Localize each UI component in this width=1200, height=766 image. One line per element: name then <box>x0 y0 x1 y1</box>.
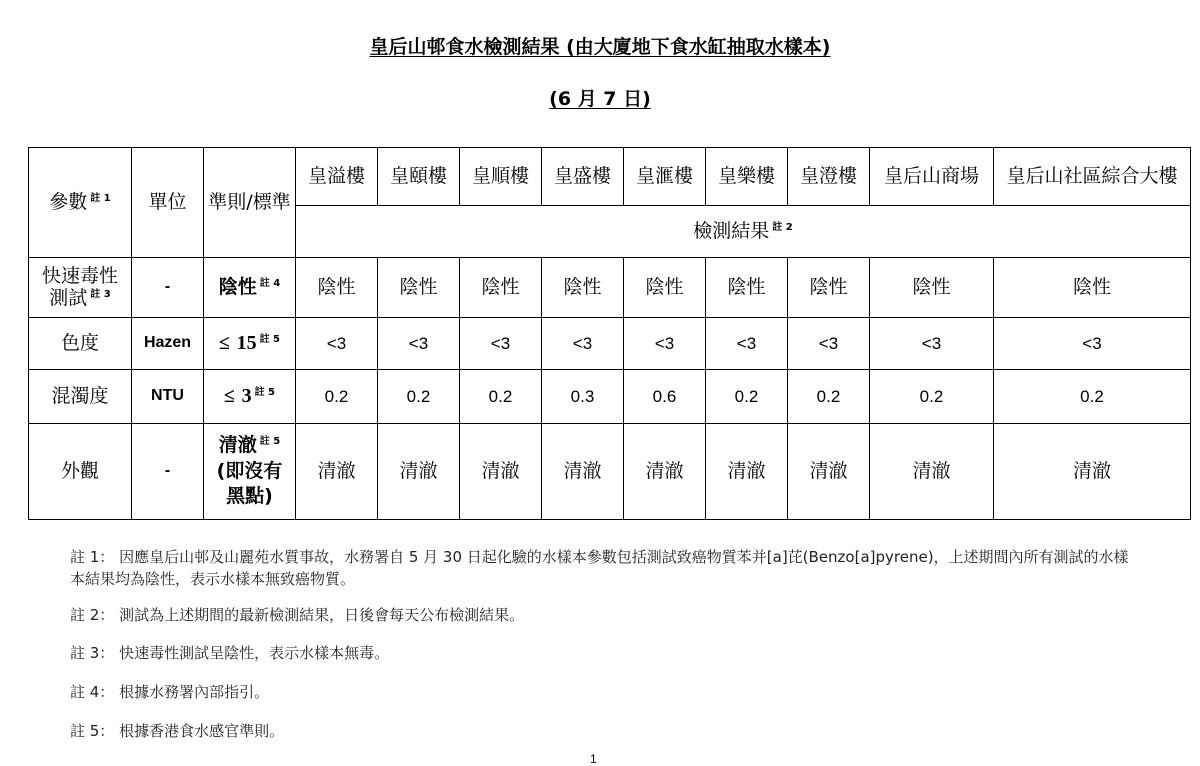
result-cell: 0.2 <box>870 370 994 424</box>
result-cell: 清澈 <box>460 424 542 520</box>
result-cell: 清澈 <box>788 424 870 520</box>
result-cell: 0.2 <box>788 370 870 424</box>
footnote: 註 1： 因應皇后山邨及山麗苑水質事故，水務署自 5 月 30 日起化驗的水樣本參數包括測試致癌物質苯并[a]芘(Benzo[a]pyrene)，上述期間內所有測試的水樣本結果均為陰性，表示水樣本無致癌物質。 <box>70 548 1129 588</box>
footnote: 註 3： 快速毒性測試呈陰性，表示水樣本無毒。 <box>70 644 390 663</box>
result-cell: 清澈 <box>296 424 378 520</box>
result-cell: 陰性 <box>706 258 788 318</box>
row-parameter: 快速毒性測試 $^{註 3}$ <box>29 258 132 318</box>
report-date: (6 月 7 日) <box>549 88 651 110</box>
result-cell: 清澈 <box>378 424 460 520</box>
header-building: 皇順樓 <box>460 148 542 206</box>
row-standard: 陰性 $^{註 4}$ <box>204 258 296 318</box>
result-cell: <3 <box>706 318 788 370</box>
result-cell: 0.6 <box>624 370 706 424</box>
header-unit: 單位 <box>132 148 204 258</box>
table-row <box>29 258 1191 318</box>
results-table <box>28 147 1191 520</box>
result-cell: <3 <box>378 318 460 370</box>
row-unit: Hazen <box>132 318 204 370</box>
result-cell: 清澈 <box>994 424 1191 520</box>
row-standard: ≤ 3 $^{註 5}$ <box>204 370 296 424</box>
page-number: 1 <box>590 752 597 766</box>
result-cell: 0.2 <box>296 370 378 424</box>
result-cell: 清澈 <box>624 424 706 520</box>
result-cell: <3 <box>870 318 994 370</box>
result-cell: 清澈 <box>542 424 624 520</box>
row-parameter: 混濁度 <box>29 370 132 424</box>
header-building: 皇后山商場 <box>870 148 994 206</box>
footnote: 註 5： 根據香港食水感官準則。 <box>70 721 285 740</box>
result-cell: 陰性 <box>624 258 706 318</box>
footnote: 註 4： 根據水務署內部指引。 <box>70 683 270 701</box>
header-building: 皇頤樓 <box>378 148 460 206</box>
result-cell: <3 <box>624 318 706 370</box>
result-cell: <3 <box>460 318 542 370</box>
row-standard: 清澈 $^{註 5}$ (即沒有黑點) <box>204 424 296 520</box>
header-building: 皇溢樓 <box>296 148 378 206</box>
result-cell: <3 <box>994 318 1191 370</box>
result-cell: 清澈 <box>870 424 994 520</box>
result-cell: 0.2 <box>378 370 460 424</box>
result-cell: 0.3 <box>542 370 624 424</box>
result-cell: <3 <box>788 318 870 370</box>
result-cell: 0.2 <box>994 370 1191 424</box>
result-cell: 陰性 <box>296 258 378 318</box>
footnotes <box>70 547 1130 760</box>
row-unit: - <box>132 424 204 520</box>
header-parameter: 參數 $^{註 1}$ <box>29 148 132 258</box>
header-building: 皇后山社區綜合大樓 <box>994 148 1191 206</box>
result-cell: <3 <box>296 318 378 370</box>
result-cell: 陰性 <box>460 258 542 318</box>
row-unit: - <box>132 258 204 318</box>
table-row <box>29 370 1191 424</box>
result-cell: 清澈 <box>706 424 788 520</box>
table-row <box>29 318 1191 370</box>
row-unit: NTU <box>132 370 204 424</box>
row-standard: ≤ 15 $^{註 5}$ <box>204 318 296 370</box>
header-building: 皇滙樓 <box>624 148 706 206</box>
table-row <box>29 424 1191 520</box>
page-title: 皇后山邨食水檢測結果 (由大廈地下食水缸抽取水樣本) <box>369 36 831 58</box>
result-cell: 陰性 <box>870 258 994 318</box>
result-cell: 陰性 <box>788 258 870 318</box>
row-parameter: 色度 <box>29 318 132 370</box>
header-row <box>29 148 1191 206</box>
header-building: 皇澄樓 <box>788 148 870 206</box>
result-cell: 陰性 <box>994 258 1191 318</box>
footnote: 註 2： 測試為上述期間的最新檢測結果，日後會每天公布檢測結果。 <box>70 605 525 624</box>
header-results: 檢測結果 $^{註 2}$ <box>296 206 1191 258</box>
result-cell: 陰性 <box>378 258 460 318</box>
header-building: 皇樂樓 <box>706 148 788 206</box>
result-cell: 0.2 <box>706 370 788 424</box>
row-parameter: 外觀 <box>29 424 132 520</box>
result-cell: 0.2 <box>460 370 542 424</box>
result-cell: 陰性 <box>542 258 624 318</box>
header-building: 皇盛樓 <box>542 148 624 206</box>
result-cell: <3 <box>542 318 624 370</box>
header-standard: 準則/標準 <box>204 148 296 258</box>
